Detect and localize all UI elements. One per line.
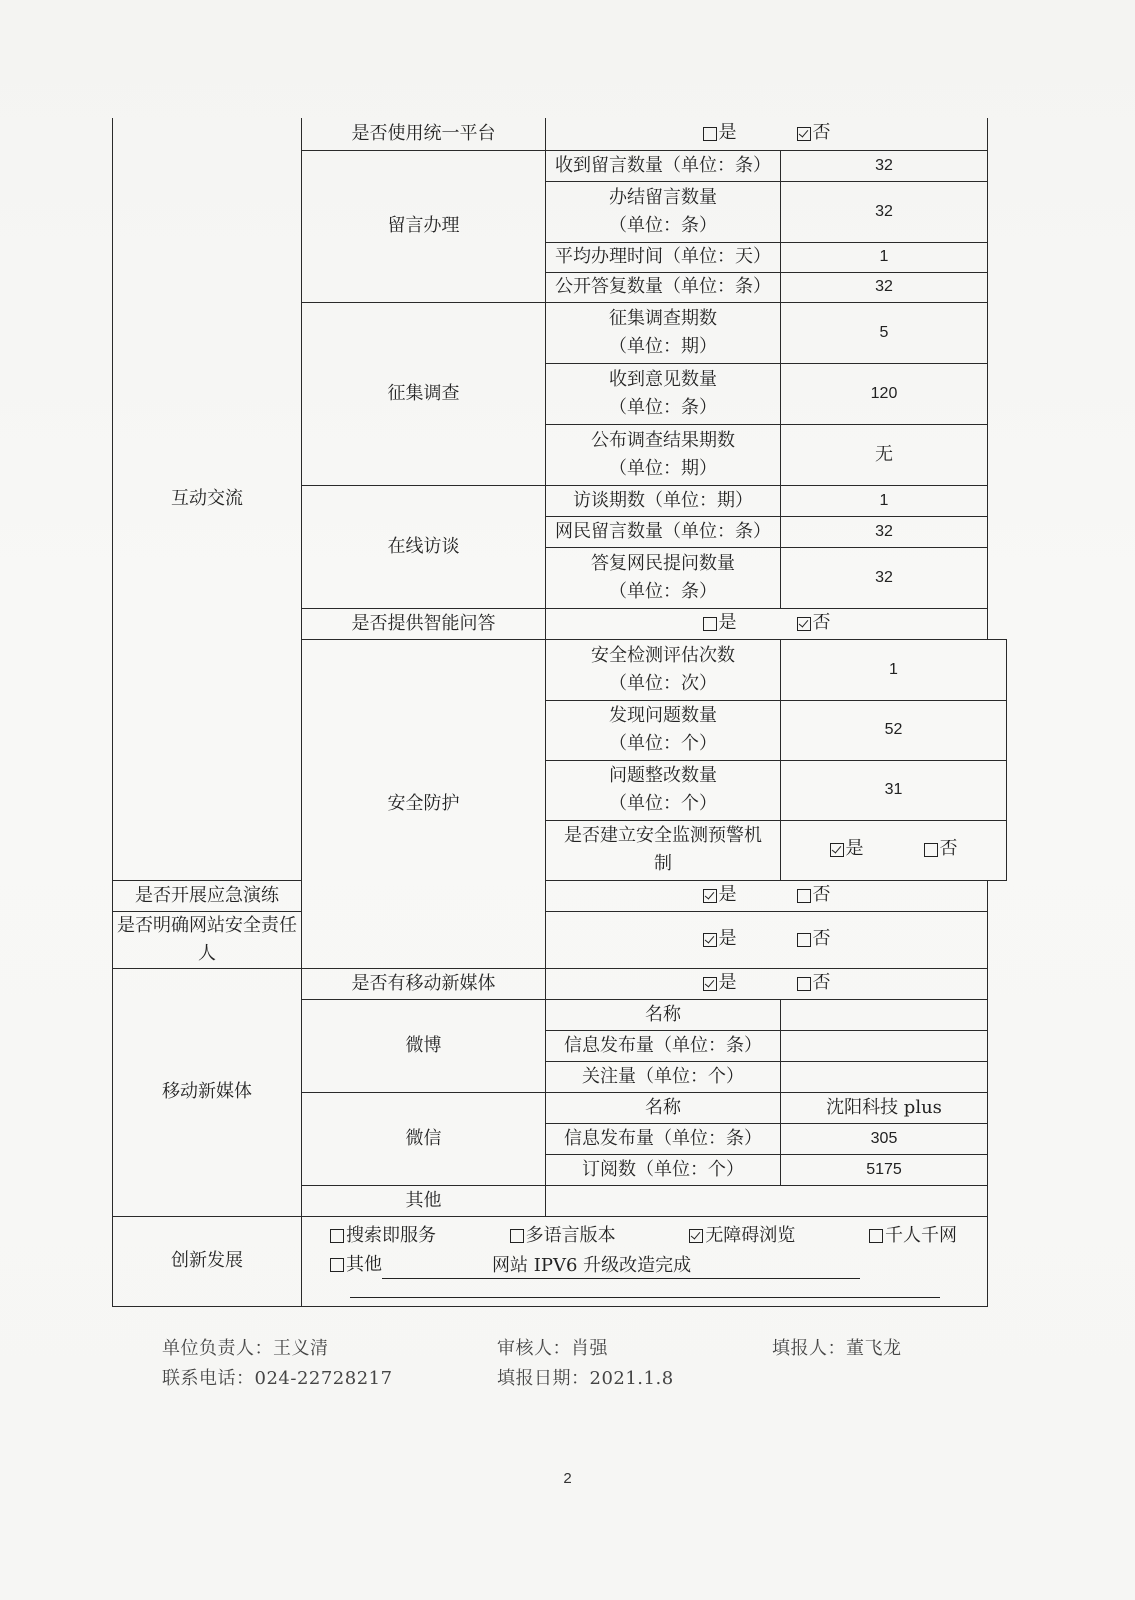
- checkbox-checked-icon[interactable]: [689, 1229, 703, 1243]
- zaixian-answers-label: 答复网民提问数量 （单位：条）: [546, 547, 781, 608]
- chuangxin-options: [302, 1216, 988, 1306]
- page-number: 2: [563, 1470, 572, 1487]
- liuyan-received-label: 收到留言数量（单位：条）: [546, 150, 781, 181]
- section-hudong: 互动交流: [113, 118, 302, 880]
- liuyan-avg-time-value: 1: [781, 242, 988, 272]
- weibo-posts-value: [781, 1030, 988, 1061]
- liuyan-title: 留言办理: [302, 150, 546, 302]
- anquan-warning-label: 是否建立安全监测预警机 制: [546, 820, 781, 880]
- zhengji-periods-label: 征集调查期数 （单位：期）: [546, 302, 781, 363]
- anquan-drill-label: 是否开展应急演练: [113, 880, 302, 911]
- footer-phone: 联系电话：024-22728217: [162, 1368, 393, 1389]
- checkbox-checked-icon[interactable]: [703, 977, 717, 991]
- checkbox-unchecked-icon[interactable]: [797, 889, 811, 903]
- weixin-posts-label: 信息发布量（单位：条）: [546, 1123, 781, 1154]
- zaixian-interviews-label: 访谈期数（单位：期）: [546, 485, 781, 516]
- report-table: [112, 118, 1007, 1307]
- checkbox-unchecked-icon[interactable]: [924, 843, 938, 857]
- weibo-title: 微博: [302, 999, 546, 1092]
- section-chuangxin: 创新发展: [113, 1216, 302, 1306]
- checkbox-unchecked-icon[interactable]: [869, 1229, 883, 1243]
- checkbox-checked-icon[interactable]: [703, 933, 717, 947]
- anquan-drill-choice: 是 否: [546, 880, 988, 911]
- section-yidong: 移动新媒体: [113, 968, 302, 1216]
- zhengji-results-label: 公布调查结果期数 （单位：期）: [546, 424, 781, 485]
- liuyan-received-value: 32: [781, 150, 988, 181]
- anquan-warning-choice: 是 否: [781, 820, 1007, 880]
- zaixian-messages-label: 网民留言数量（单位：条）: [546, 516, 781, 547]
- yidong-has-media-choice: 是 否: [546, 968, 988, 999]
- checkbox-checked-icon[interactable]: [830, 843, 844, 857]
- zaixian-messages-value: 32: [781, 516, 988, 547]
- liuyan-done-value: 32: [781, 181, 988, 242]
- weixin-subs-value: 5175: [781, 1154, 988, 1185]
- section-anquan: 安全防护: [302, 639, 546, 968]
- smart-qa-choice: 是 否: [546, 608, 988, 639]
- anquan-checks-label: 安全检测评估次数 （单位：次）: [546, 639, 781, 700]
- unified-platform-choice: 是 否: [546, 118, 988, 150]
- zhengji-opinions-label: 收到意见数量 （单位：条）: [546, 363, 781, 424]
- checkbox-checked-icon[interactable]: [703, 889, 717, 903]
- weibo-followers-value: [781, 1061, 988, 1092]
- checkbox-unchecked-icon[interactable]: [797, 977, 811, 991]
- anquan-problems-label: 发现问题数量 （单位：个）: [546, 700, 781, 760]
- liuyan-public-reply-value: 32: [781, 272, 988, 302]
- opt-search-label: 搜索即服务: [346, 1224, 436, 1246]
- liuyan-done-label: 办结留言数量 （单位：条）: [546, 181, 781, 242]
- zaixian-answers-value: 32: [781, 547, 988, 608]
- checkbox-unchecked-icon[interactable]: [510, 1229, 524, 1243]
- checkbox-unchecked-icon[interactable]: [330, 1229, 344, 1243]
- weixin-posts-value: 305: [781, 1123, 988, 1154]
- zaixian-title: 在线访谈: [302, 485, 546, 608]
- checkbox-unchecked-icon[interactable]: [330, 1258, 344, 1272]
- opt-other-text: 网站 IPV6 升级改造完成: [382, 1254, 860, 1279]
- weixin-name-value: 沈阳科技 plus: [781, 1092, 988, 1123]
- opt-other-label: 其他: [346, 1253, 382, 1275]
- anquan-checks-value: 1: [781, 639, 1007, 700]
- anquan-owner-label: 是否明确网站安全责任人: [113, 911, 302, 968]
- opt-personal-label: 千人千网: [884, 1224, 957, 1246]
- opt-multilang-label: 多语言版本: [525, 1224, 616, 1246]
- weibo-name-value: [781, 999, 988, 1030]
- checkbox-checked-icon[interactable]: [797, 127, 811, 141]
- weixin-name-label: 名称: [546, 1092, 781, 1123]
- weixin-subs-label: 订阅数（单位：个）: [546, 1154, 781, 1185]
- liuyan-public-reply-label: 公开答复数量（单位：条）: [546, 272, 781, 302]
- yidong-other-label: 其他: [302, 1185, 546, 1216]
- footer-date: 填报日期：2021.1.8: [497, 1368, 674, 1389]
- weibo-followers-label: 关注量（单位：个）: [546, 1061, 781, 1092]
- checkbox-checked-icon[interactable]: [797, 617, 811, 631]
- liuyan-avg-time-label: 平均办理时间（单位：天）: [546, 242, 781, 272]
- zhengji-opinions-value: 120: [781, 363, 988, 424]
- checkbox-unchecked-icon[interactable]: [703, 127, 717, 141]
- weibo-name-label: 名称: [546, 999, 781, 1030]
- unified-platform-label: 是否使用统一平台: [302, 118, 546, 150]
- zaixian-interviews-value: 1: [781, 485, 988, 516]
- footer-row-2: [162, 1364, 674, 1390]
- weibo-posts-label: 信息发布量（单位：条）: [546, 1030, 781, 1061]
- smart-qa-label: 是否提供智能问答: [302, 608, 546, 639]
- zhengji-title: 征集调查: [302, 302, 546, 485]
- blank-underline: [350, 1287, 940, 1298]
- checkbox-unchecked-icon[interactable]: [797, 933, 811, 947]
- anquan-fixed-value: 31: [781, 760, 1007, 820]
- footer-leader: 单位负责人：王义清: [162, 1338, 329, 1359]
- anquan-problems-value: 52: [781, 700, 1007, 760]
- yidong-has-media-label: 是否有移动新媒体: [302, 968, 546, 999]
- anquan-owner-choice: 是 否: [546, 911, 988, 968]
- anquan-fixed-label: 问题整改数量 （单位：个）: [546, 760, 781, 820]
- checkbox-unchecked-icon[interactable]: [703, 617, 717, 631]
- yidong-other-value: [546, 1185, 988, 1216]
- footer-filler: 填报人：董飞龙: [772, 1338, 902, 1359]
- weixin-title: 微信: [302, 1092, 546, 1185]
- footer-reviewer: 审核人：肖强: [497, 1338, 608, 1359]
- footer-row-1: [162, 1334, 902, 1360]
- zhengji-periods-value: 5: [781, 302, 988, 363]
- opt-accessible-label: 无障碍浏览: [705, 1224, 796, 1246]
- zhengji-results-value: 无: [781, 424, 988, 485]
